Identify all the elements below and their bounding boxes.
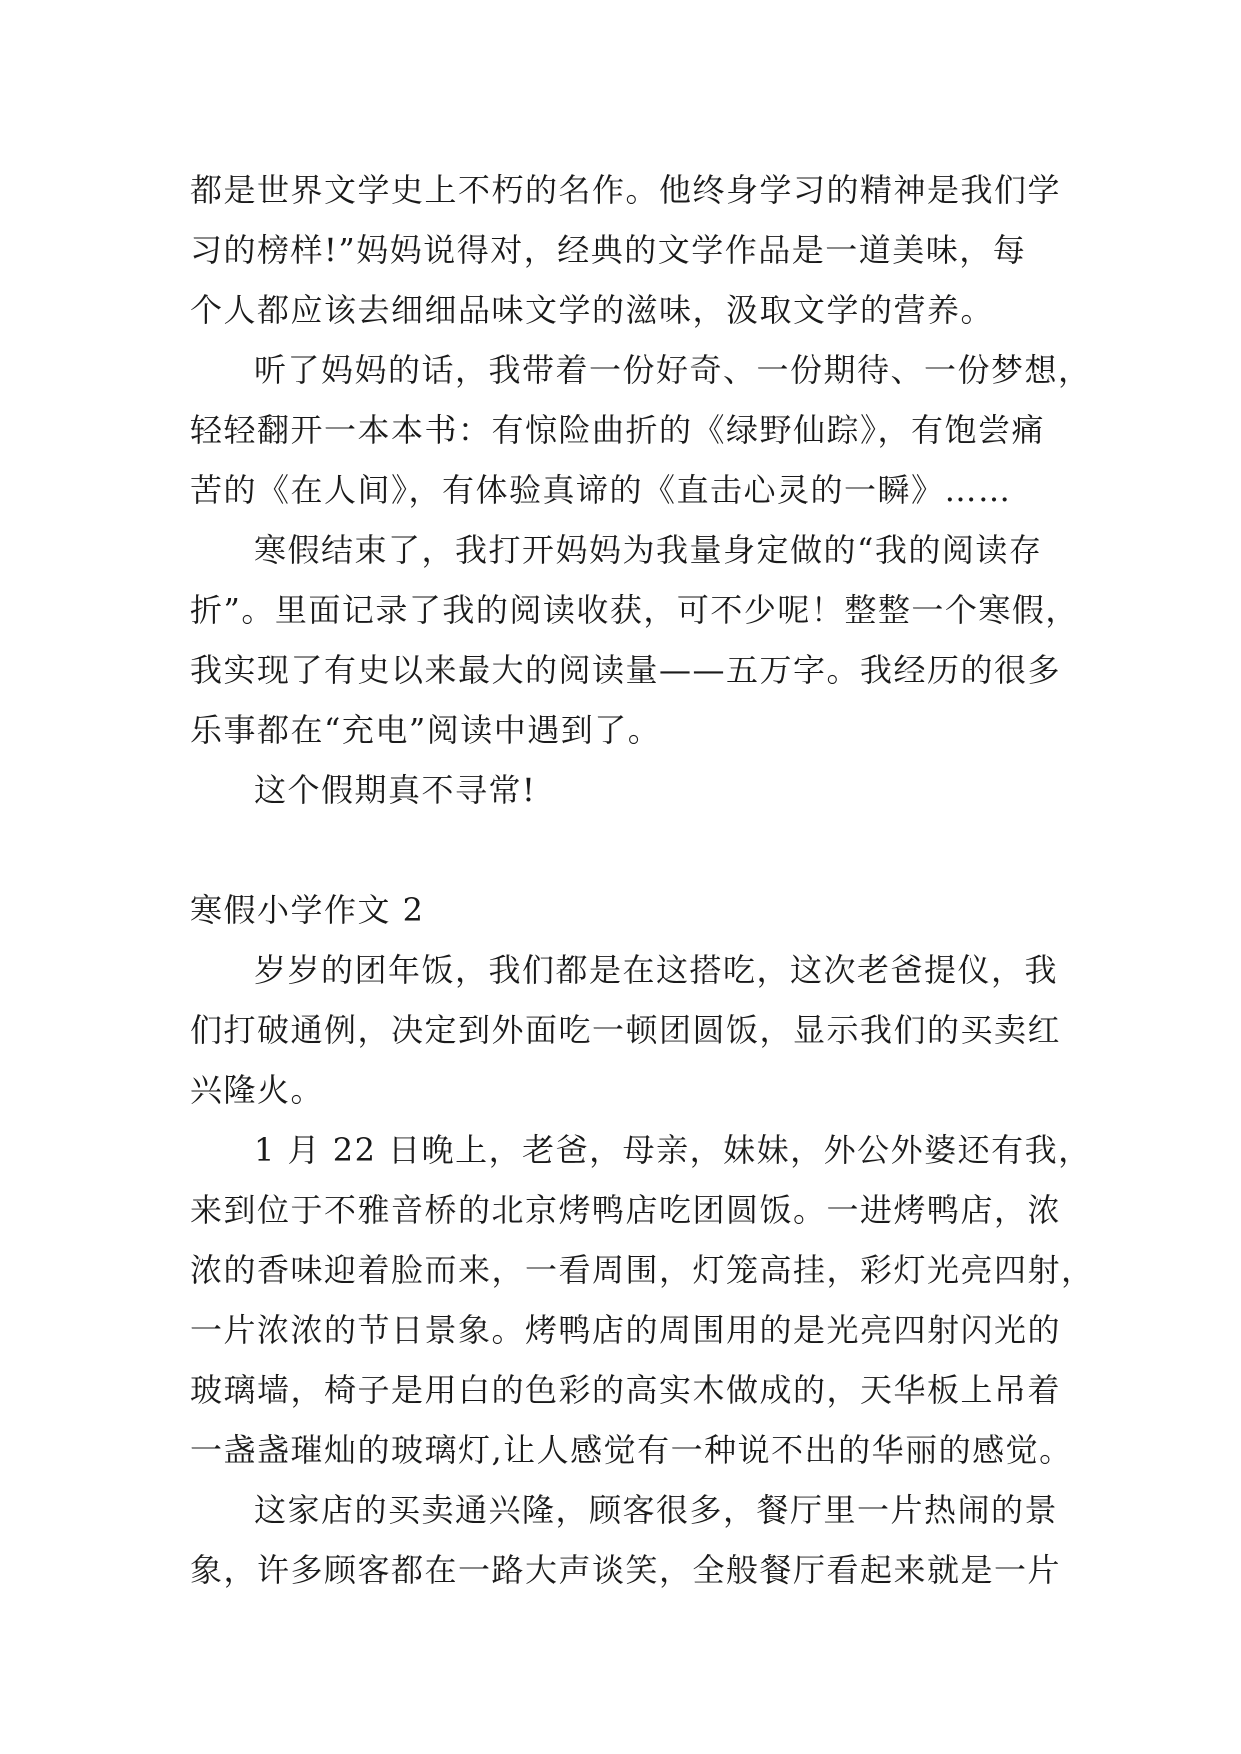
paragraph-listen [190,340,1092,520]
text-line: 岁岁的团年饭，我们都是在这搭吃，这次老爸提仪，我 [254,951,1059,989]
text-line: 兴隆火。 [190,1071,325,1109]
text-line: 习的榜样!”妈妈说得对，经典的文学作品是一道美味，每 [190,231,1027,269]
blank-line [190,820,1060,880]
text-line: 个人都应该去细细品味文学的滋味，汲取文学的营养。 [190,291,995,329]
text-line: 折”。里面记录了我的阅读收获，可不少呢！整整一个寒假， [190,591,1079,629]
text-line: 听了妈妈的话，我带着一份好奇、一份期待、一份梦想， [254,351,1092,389]
document-page [190,160,1095,1600]
text-line: 苦的《在人间》，有体验真谛的《直击心灵的一瞬》…… [190,471,1012,509]
paragraph-essay2-2 [190,1120,1095,1480]
text-line: 们打破通例，决定到外面吃一顿团圆饭，显示我们的买卖红 [190,1011,1062,1049]
paragraph-end-of-holiday [190,520,1079,760]
text-line: 象，许多顾客都在一路大声谈笑，全般餐厅看起来就是一片 [190,1551,1062,1589]
text-line: 这个假期真不寻常! [254,771,537,809]
text-line: 都是世界文学史上不朽的名作。他终身学习的精神是我们学 [190,171,1062,209]
essay-title: 寒假小学作文 2 [190,891,425,929]
text-line: 寒假结束了，我打开妈妈为我量身定做的“我的阅读存 [254,531,1043,569]
text-line: 轻轻翻开一本本书：有惊险曲折的《绿野仙踪》，有饱尝痛 [190,411,1046,449]
text-line: 1 月 22 日晚上，老爸，母亲，妹妹，外公外婆还有我， [254,1131,1092,1169]
text-line: 乐事都在“充电”阅读中遇到了。 [190,711,662,749]
text-line: 这家店的买卖通兴隆，顾客很多，餐厅里一片热闹的景 [254,1491,1059,1529]
text-line: 我实现了有史以来最大的阅读量——五万字。我经历的很多 [190,651,1062,689]
paragraph-essay2-3 [190,1480,1060,1600]
text-line: 一片浓浓的节日景象。烤鸭店的周围用的是光亮四射闪光的 [190,1311,1062,1349]
paragraph-short [190,760,1060,820]
text-line: 一盏盏璀灿的玻璃灯,让人感觉有一种说不出的华丽的感觉。 [190,1431,1073,1469]
text-line: 玻璃墙，椅子是用白的色彩的高实木做成的，天华板上吊着 [190,1371,1062,1409]
paragraph-essay2-1 [190,940,1060,1120]
paragraph-continuation [190,160,1060,340]
text-line: 来到位于不雅音桥的北京烤鸭店吃团圆饭。一进烤鸭店，浓 [190,1191,1062,1229]
text-line: 浓的香味迎着脸而来，一看周围，灯笼高挂，彩灯光亮四射， [190,1251,1095,1289]
